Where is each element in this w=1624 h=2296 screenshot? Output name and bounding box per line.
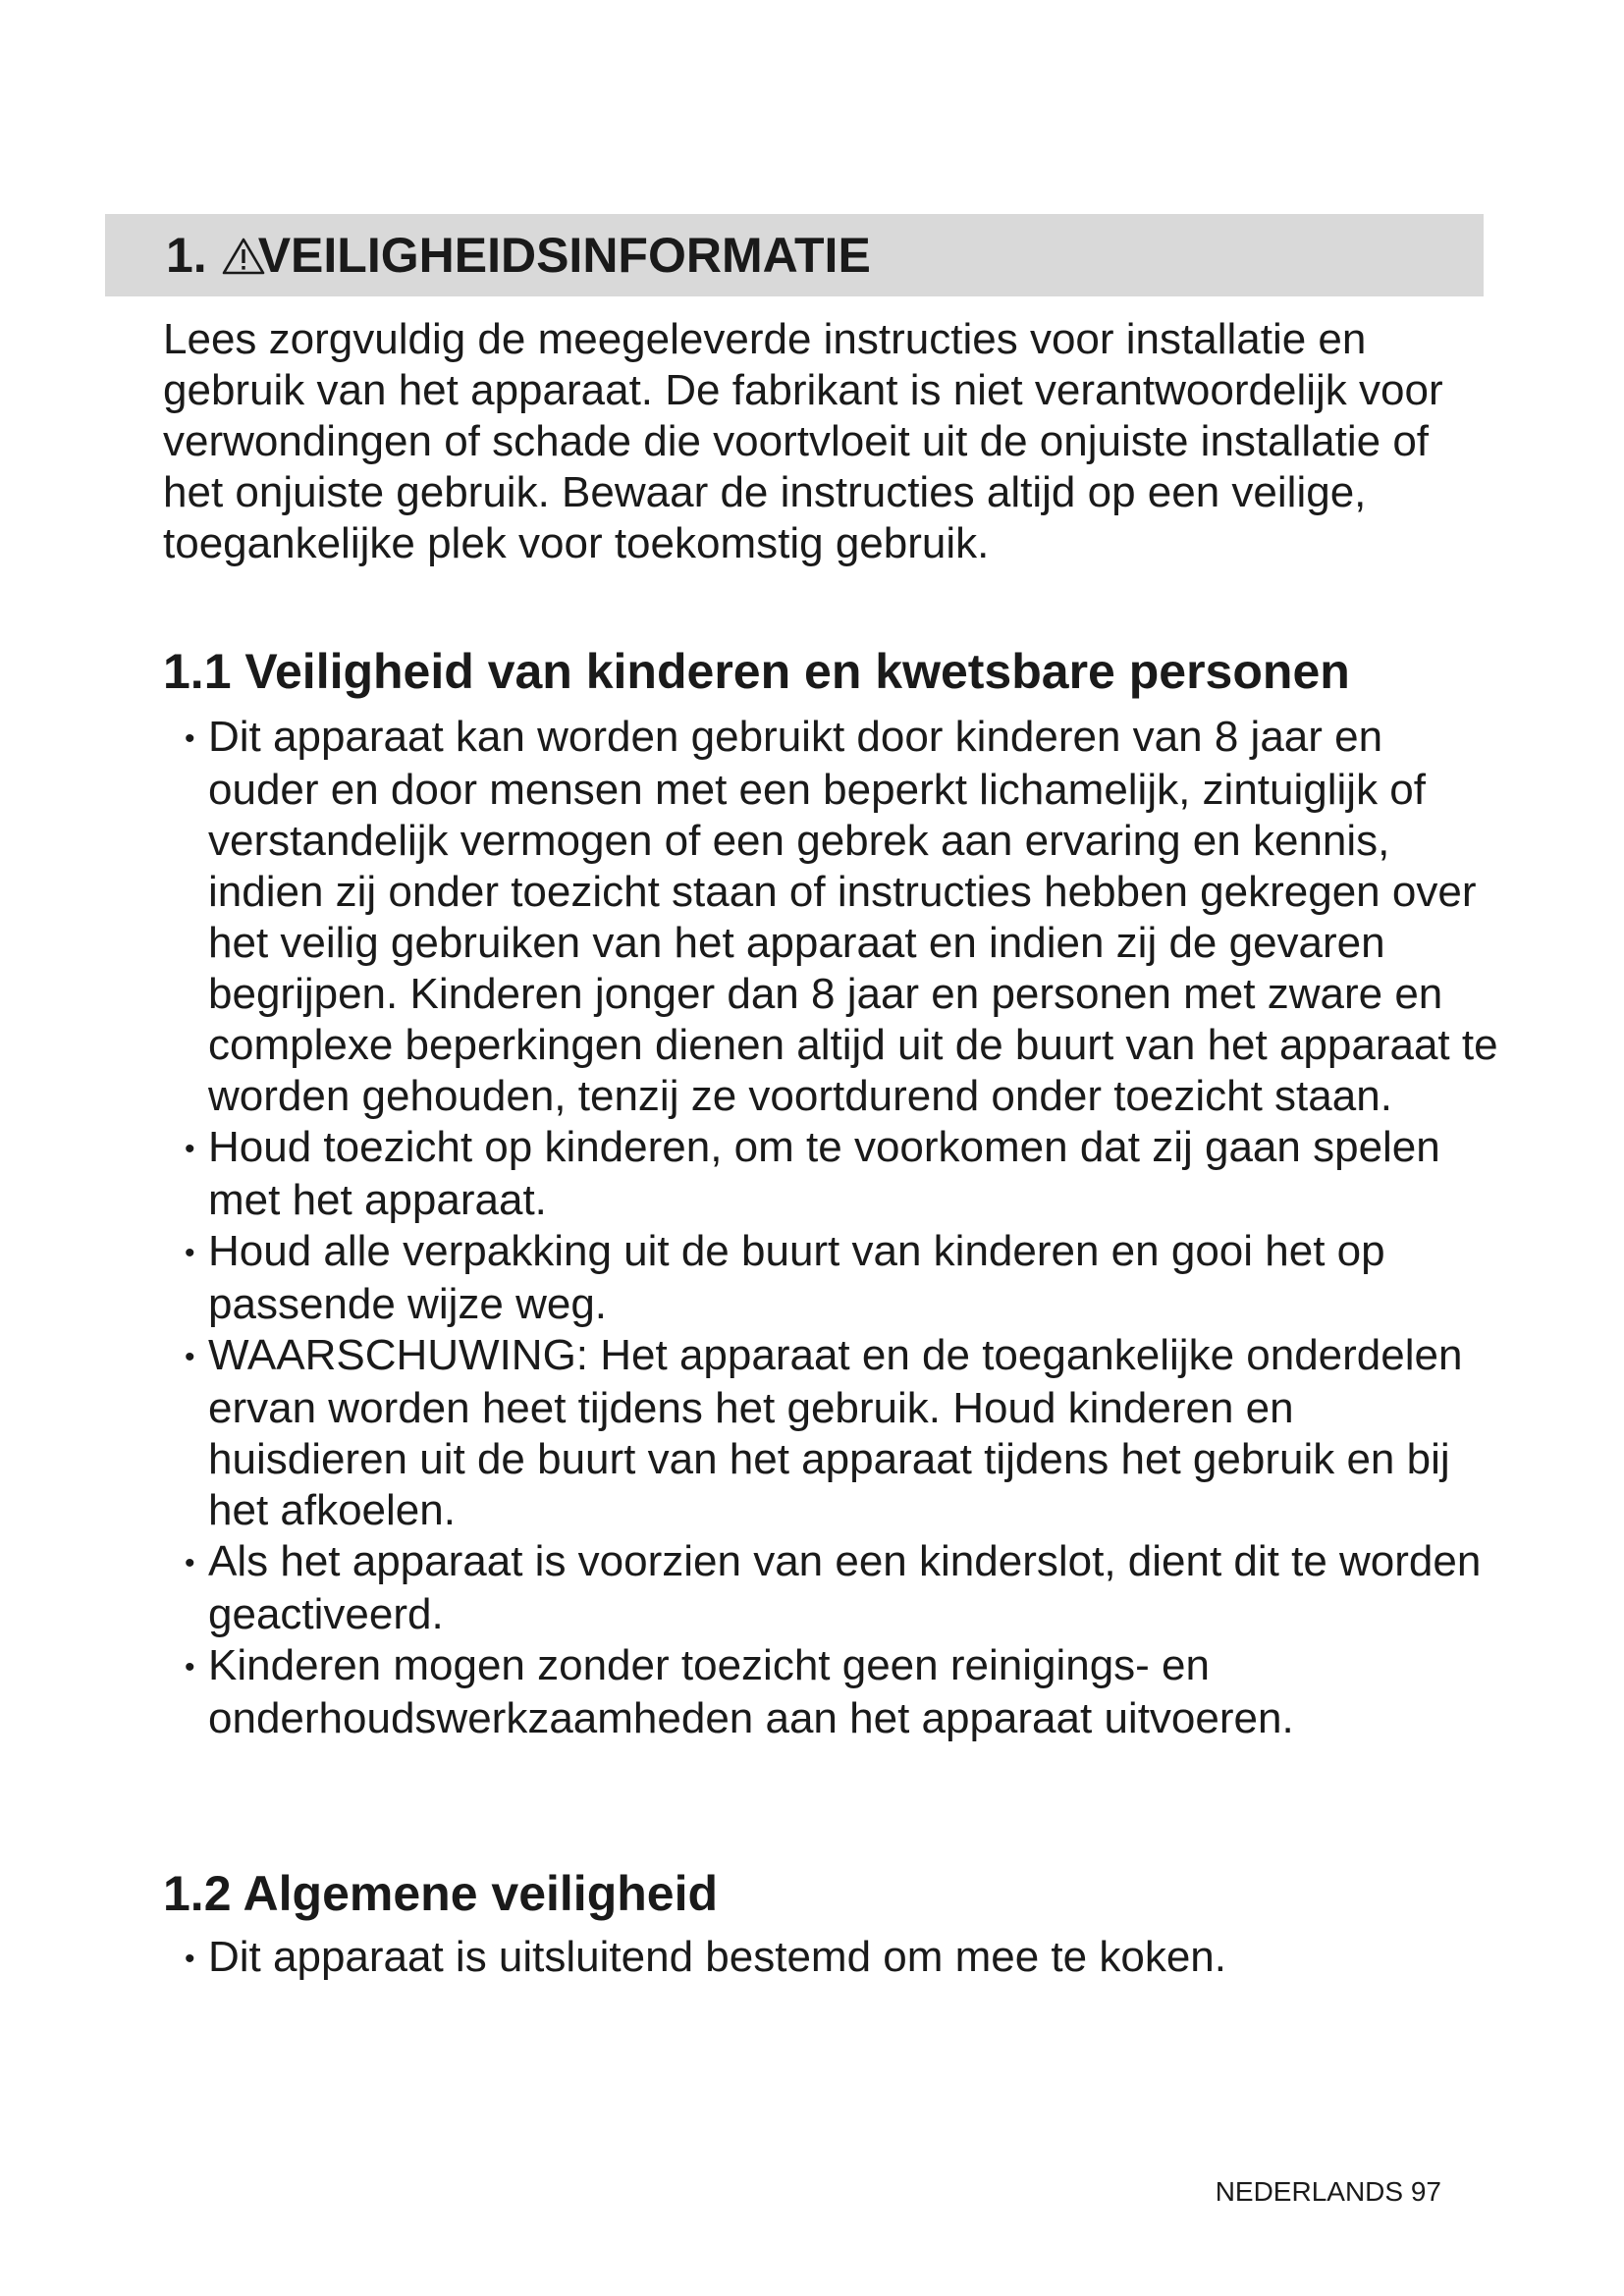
bullet: • — [185, 722, 195, 755]
intro-paragraph: Lees zorgvuldig de meegeleverde instructies voor installatie en gebruik van het apparaat. De fabrikant is niet verantwoordelijk voor verwondingen of schade die voortvloeit uit de onjuiste installatie of het onjuiste gebruik. Bewaar de instructies altijd op een veilige, toegankelijke plek voor toekomstig gebruik. — [163, 315, 1443, 567]
list-item: • Dit apparaat kan worden gebruikt door kinderen van 8 jaar en ouder en door mensen met een beperkt lichamelijk, zintuiglijk of verstandelijk vermogen of een gebrek aan ervaring en kennis, indien zij onder toezicht staan of instructies hebben gekregen over het veilig gebruiken van het apparaat en indien zij de gevaren begrijpen. Kinderen jonger dan 8 jaar en personen met zware en complexe beperkingen dienen altijd uit de buurt van het apparaat te worden gehouden, tenzij ze voortdurend onder toezicht staan. — [185, 713, 1498, 1120]
bullet: • — [185, 1341, 195, 1373]
bullet: • — [185, 1547, 195, 1579]
section-number: 1. — [166, 228, 207, 283]
bullet: • — [185, 1943, 195, 1975]
section-title-bar — [105, 214, 1484, 296]
subsection-heading-children: 1.1 Veiligheid van kinderen en kwetsbare personen — [163, 644, 1350, 699]
subsection-heading-general: 1.2 Algemene veiligheid — [163, 1866, 719, 1921]
list-item: • Kinderen mogen zonder toezicht geen reinigings- en onderhoudswerkzaamheden aan het apparaat uitvoeren. — [185, 1641, 1294, 1742]
list-item: • Houd alle verpakking uit de buurt van kinderen en gooi het op passende wijze weg. — [185, 1227, 1385, 1328]
page-footer: NEDERLANDS 97 — [1215, 2176, 1441, 2207]
list-item: • WAARSCHUWING: Het apparaat en de toegankelijke onderdelen ervan worden heet tijdens het gebruik. Houd kinderen en huisdieren uit de buurt van het apparaat tijdens het gebruik en bij het afkoelen. — [185, 1331, 1463, 1534]
bullet: • — [185, 1651, 195, 1683]
section-title — [166, 228, 871, 283]
list-item: • Dit apparaat is uitsluitend bestemd om mee te koken. — [163, 1932, 1498, 1985]
list-item: • Als het apparaat is voorzien van een kinderslot, dient dit te worden geactiveerd. — [185, 1537, 1482, 1638]
children-safety-list — [163, 712, 1498, 1744]
section-title-label: VEILIGHEIDSINFORMATIE — [257, 228, 871, 283]
bullet: • — [185, 1237, 195, 1269]
list-item: • Houd toezicht op kinderen, om te voorkomen dat zij gaan spelen met het apparaat. — [185, 1123, 1440, 1224]
bullet: • — [185, 1133, 195, 1165]
general-safety-list — [163, 1932, 1498, 1985]
